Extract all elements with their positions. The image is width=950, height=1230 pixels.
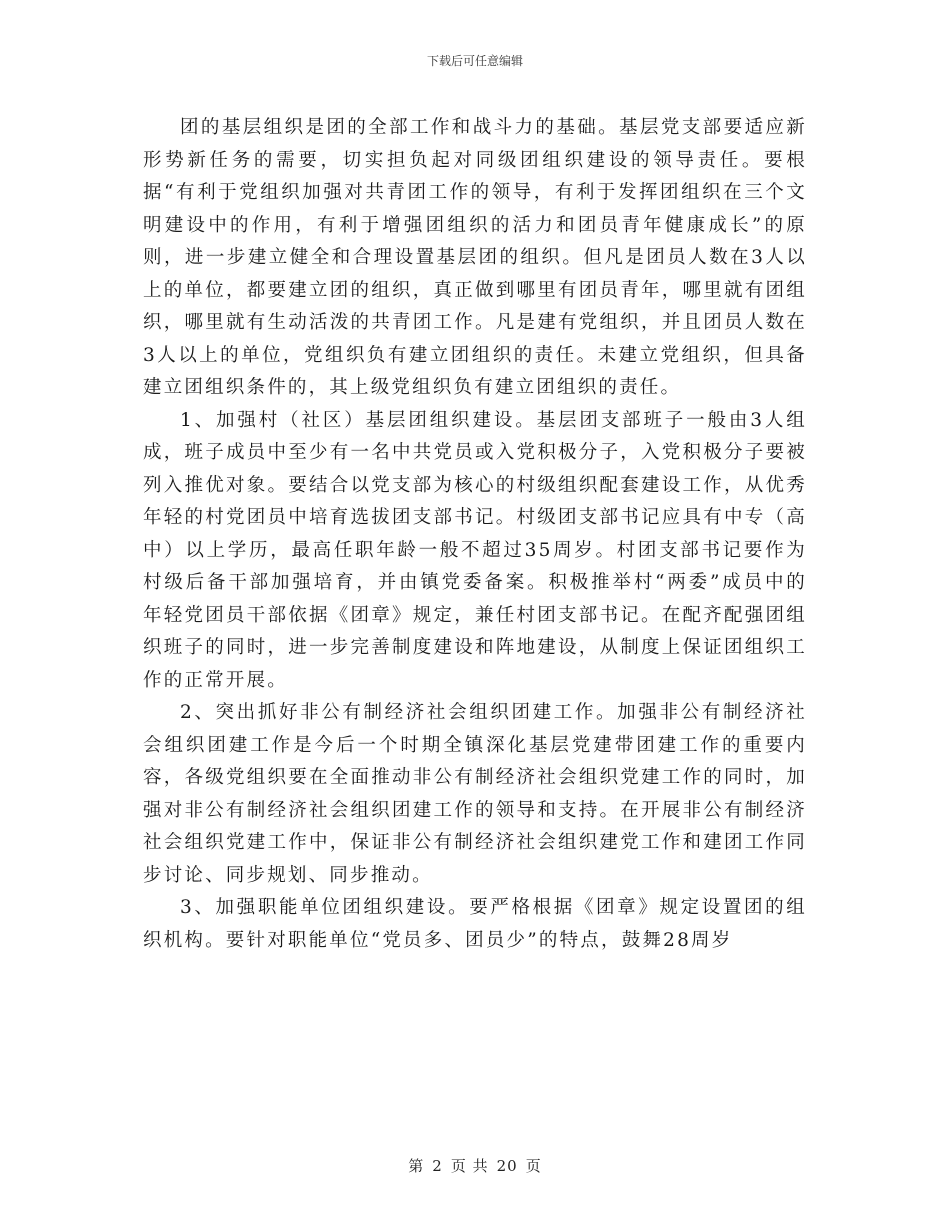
footer-middle: 页 共 xyxy=(450,1157,489,1175)
paragraph-functional-units: 3、加强职能单位团组织建设。要严格根据《团章》规定设置团的组织机构。要针对职能单位“党员多、团员少”的特点，鼓舞28周岁 xyxy=(143,897,807,951)
document-body xyxy=(143,112,807,957)
page-header: 下载后可任意编辑 xyxy=(426,54,523,68)
paragraph-intro: 团的基层组织是团的全部工作和战斗力的基础。基层党支部要适应新形势新任务的需要，切实担负起对同级团组织建设的领导责任。要根据“有利于党组织加强对共青团工作的领导，有利于发挥团组织在三个文明建设中的作用，有利于增强团组织的活力和团员青年健康成长”的原则，进一步建立健全和合理设置基层团的组织。但凡是团员人数在3人以上的单位，都要建立团的组织，真正做到哪里有团员青年，哪里就有团组织，哪里就有生动活泼的共青团工作。凡是建有党组织，并且团员人数在3人以上的单位，党组织负有建立团组织的责任。未建立党组织，但具备建立团组织条件的，其上级党组织负有建立团组织的责任。 xyxy=(143,117,807,398)
paragraph-non-public-league: 2、突出抓好非公有制经济社会组织团建工作。加强非公有制经济社会组织团建工作是今后一个时期全镇深化基层党建带团建工作的重要内容，各级党组织要在全面推动非公有制经济社会组织党建工作的同时，加强对非公有制经济社会组织团建工作的领导和支持。在开展非公有制经济社会组织党建工作中，保证非公有制经济社会组织建党工作和建团工作同步讨论、同步规划、同步推动。 xyxy=(143,702,807,886)
footer-prefix: 第 xyxy=(408,1157,425,1175)
paragraph-village-league: 1、加强村（社区）基层团组织建设。基层团支部班子一般由3人组成，班子成员中至少有一名中共党员或入党积极分子，入党积极分子要被列入推优对象。要结合以党支部为核心的村级组织配套建设工作，从优秀年轻的村党团员中培育选拔团支部书记。村级团支部书记应具有中专（高中）以上学历，最高任职年龄一般不超过35周岁。村团支部书记要作为村级后备干部加强培育，并由镇党委备案。积极推举村“两委”成员中的年轻党团员干部依据《团章》规定，兼任村团支部书记。在配齐配强团组织班子的同时，进一步完善制度建设和阵地建设，从制度上保证团组织工作的正常开展。 xyxy=(143,409,807,691)
footer-current-page: 2 xyxy=(432,1157,443,1175)
page-footer xyxy=(0,1155,950,1176)
footer-total-pages: 20 xyxy=(496,1157,518,1175)
footer-suffix: 页 xyxy=(525,1157,542,1175)
